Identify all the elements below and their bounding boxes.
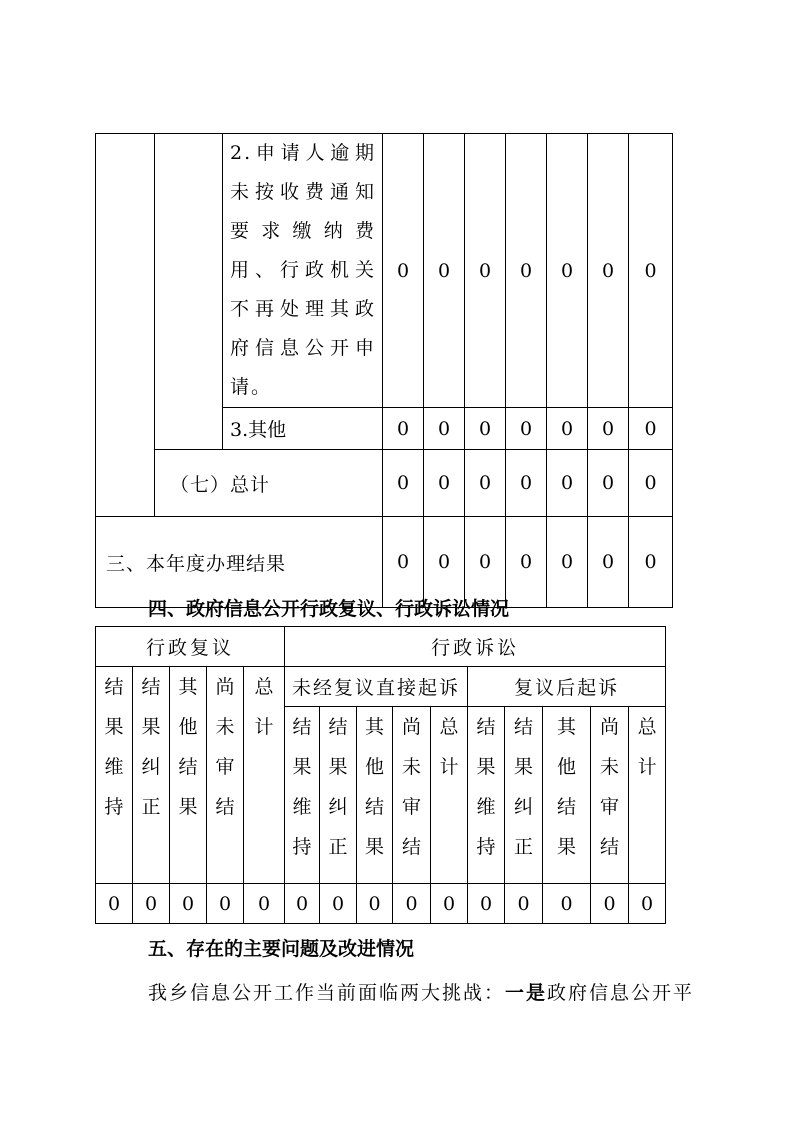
cell-value: 0 xyxy=(424,408,465,450)
cell-value: 0 xyxy=(505,884,543,924)
table-row xyxy=(96,884,666,924)
cell-value: 0 xyxy=(629,884,666,924)
cell-value: 0 xyxy=(468,884,505,924)
column-header: 总计 xyxy=(439,716,459,778)
cell-value: 0 xyxy=(133,884,170,924)
table-row xyxy=(96,134,673,408)
cell-value: 0 xyxy=(629,450,673,517)
column-header: 总计 xyxy=(637,716,657,778)
cell-value: 0 xyxy=(96,884,133,924)
paragraph-text: 政府信息公开平 xyxy=(547,982,695,1004)
cell-value: 0 xyxy=(465,517,506,608)
column-header: 其他结果 xyxy=(178,676,198,818)
table-row xyxy=(96,450,673,517)
cell-value: 0 xyxy=(320,884,357,924)
cell-value: 0 xyxy=(393,884,431,924)
cell-value: 0 xyxy=(547,450,588,517)
admin-litigation-header: 行政诉讼 xyxy=(285,627,666,667)
cell-value: 0 xyxy=(383,408,424,450)
table-row xyxy=(96,627,666,667)
cell-value: 0 xyxy=(285,884,320,924)
column-header: 结果维持 xyxy=(292,716,312,858)
body-paragraph xyxy=(148,978,694,1005)
cell-value: 0 xyxy=(588,450,629,517)
cell-value: 0 xyxy=(547,134,588,408)
review-litigation-table xyxy=(95,626,666,924)
cell-value: 0 xyxy=(424,517,465,608)
cell-value: 0 xyxy=(465,450,506,517)
cell-value: 0 xyxy=(506,517,547,608)
cell-value: 0 xyxy=(424,450,465,517)
cell-value: 0 xyxy=(170,884,207,924)
column-header: 尚未审结 xyxy=(215,676,235,818)
cell-value: 0 xyxy=(591,884,629,924)
admin-review-header: 行政复议 xyxy=(96,627,285,667)
table-row xyxy=(96,667,666,707)
column-header: 结果维持 xyxy=(104,676,124,818)
row-label: 3.其他 xyxy=(223,408,383,450)
cell-value: 0 xyxy=(506,134,547,408)
column-header: 结果纠正 xyxy=(141,676,161,818)
column-header: 尚未审结 xyxy=(600,716,620,858)
column-header: 其他结果 xyxy=(365,716,385,858)
group-cell xyxy=(96,134,155,517)
paragraph-text: 我乡信息公开工作当前面临两大挑战： xyxy=(148,982,506,1004)
cell-value: 0 xyxy=(431,884,468,924)
column-header: 结果纠正 xyxy=(514,716,534,858)
cell-value: 0 xyxy=(207,884,244,924)
section-heading: 四、政府信息公开行政复议、行政诉讼情况 xyxy=(148,598,510,620)
cell-value: 0 xyxy=(588,517,629,608)
cell-value: 0 xyxy=(506,408,547,450)
row-label: 三、本年度办理结果 xyxy=(96,517,383,608)
column-header: 结果纠正 xyxy=(328,716,348,858)
paragraph-emphasis: 一是 xyxy=(505,982,548,1004)
cell-value: 0 xyxy=(465,408,506,450)
cell-value: 0 xyxy=(543,884,591,924)
column-header: 尚未审结 xyxy=(402,716,422,858)
not-reviewed-header: 未经复议直接起诉 xyxy=(285,667,468,707)
subgroup-cell xyxy=(155,134,223,450)
cell-value: 0 xyxy=(629,134,673,408)
cell-value: 0 xyxy=(547,408,588,450)
cell-value: 0 xyxy=(588,408,629,450)
cell-value: 0 xyxy=(424,134,465,408)
cell-value: 0 xyxy=(629,517,673,608)
row-label: （七）总计 xyxy=(155,450,383,517)
cell-value: 0 xyxy=(588,134,629,408)
cell-value: 0 xyxy=(244,884,285,924)
column-header: 结果维持 xyxy=(476,716,496,858)
cell-value: 0 xyxy=(383,517,424,608)
row-label: 2.申请人逾期未按收费通知要求缴纳费用、行政机关不再处理其政府信息公开申请。 xyxy=(223,134,383,408)
cell-value: 0 xyxy=(506,450,547,517)
section-heading: 五、存在的主要问题及改进情况 xyxy=(148,938,415,960)
cell-value: 0 xyxy=(629,408,673,450)
after-review-header: 复议后起诉 xyxy=(468,667,666,707)
disposition-table xyxy=(95,133,673,608)
cell-value: 0 xyxy=(547,517,588,608)
cell-value: 0 xyxy=(357,884,393,924)
cell-value: 0 xyxy=(383,450,424,517)
column-header: 其他结果 xyxy=(557,716,577,858)
cell-value: 0 xyxy=(383,134,424,408)
cell-value: 0 xyxy=(465,134,506,408)
column-header: 总计 xyxy=(254,676,274,738)
